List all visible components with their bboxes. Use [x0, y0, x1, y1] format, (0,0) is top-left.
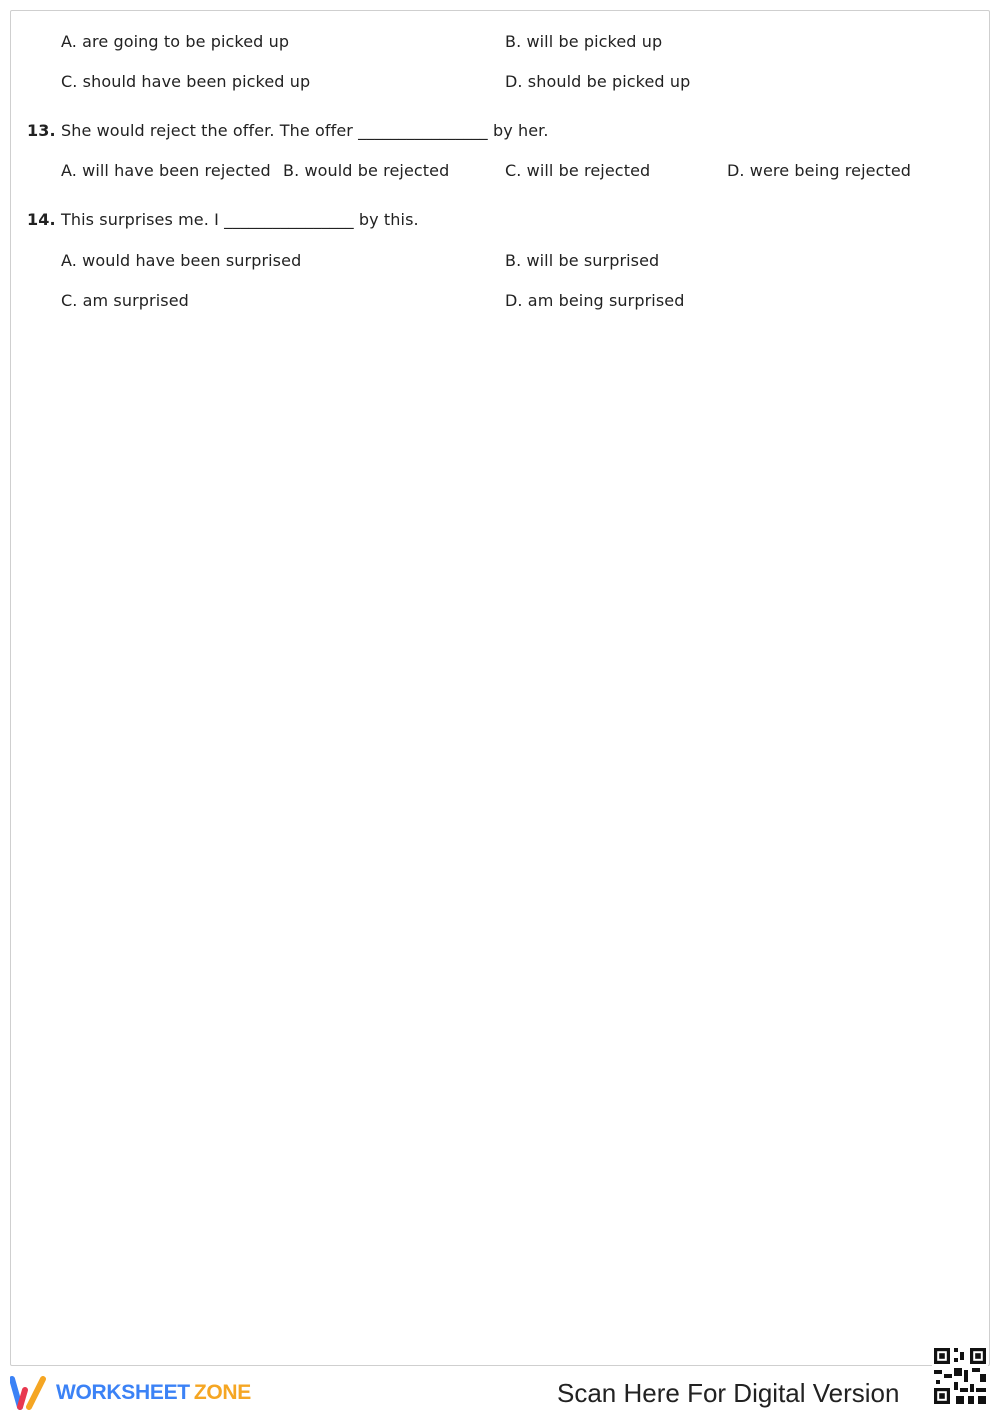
worksheetzone-logo [10, 1376, 251, 1410]
q14-text: This surprises me. I ________________ by this. [61, 210, 419, 229]
q14-number: 14. [27, 210, 56, 229]
logo-w-icon [10, 1376, 50, 1410]
q14-option-a: A. would have been surprised [61, 251, 302, 270]
q12-option-d: D. should be picked up [505, 72, 691, 91]
brand-worksheet: WORKSHEET [56, 1381, 190, 1404]
q14-option-b: B. will be surprised [505, 251, 660, 270]
q13-option-b: B. would be rejected [283, 161, 450, 180]
q14-option-c: C. am surprised [61, 291, 189, 310]
q13-option-c: C. will be rejected [505, 161, 651, 180]
q12-option-a: A. are going to be picked up [61, 32, 290, 51]
qr-code-icon[interactable] [932, 1346, 988, 1406]
q12-option-b: B. will be picked up [505, 32, 663, 51]
q13-number: 13. [27, 121, 56, 140]
brand-zone: ZONE [193, 1381, 251, 1404]
q12-option-c: C. should have been picked up [61, 72, 311, 91]
q13-option-a: A. will have been rejected [61, 161, 271, 180]
scan-text: Scan Here For Digital Version [557, 1378, 900, 1408]
q14-option-d: D. am being surprised [505, 291, 685, 310]
q13-option-d: D. were being rejected [727, 161, 912, 180]
q13-text: She would reject the offer. The offer ________________ by her. [61, 121, 549, 140]
